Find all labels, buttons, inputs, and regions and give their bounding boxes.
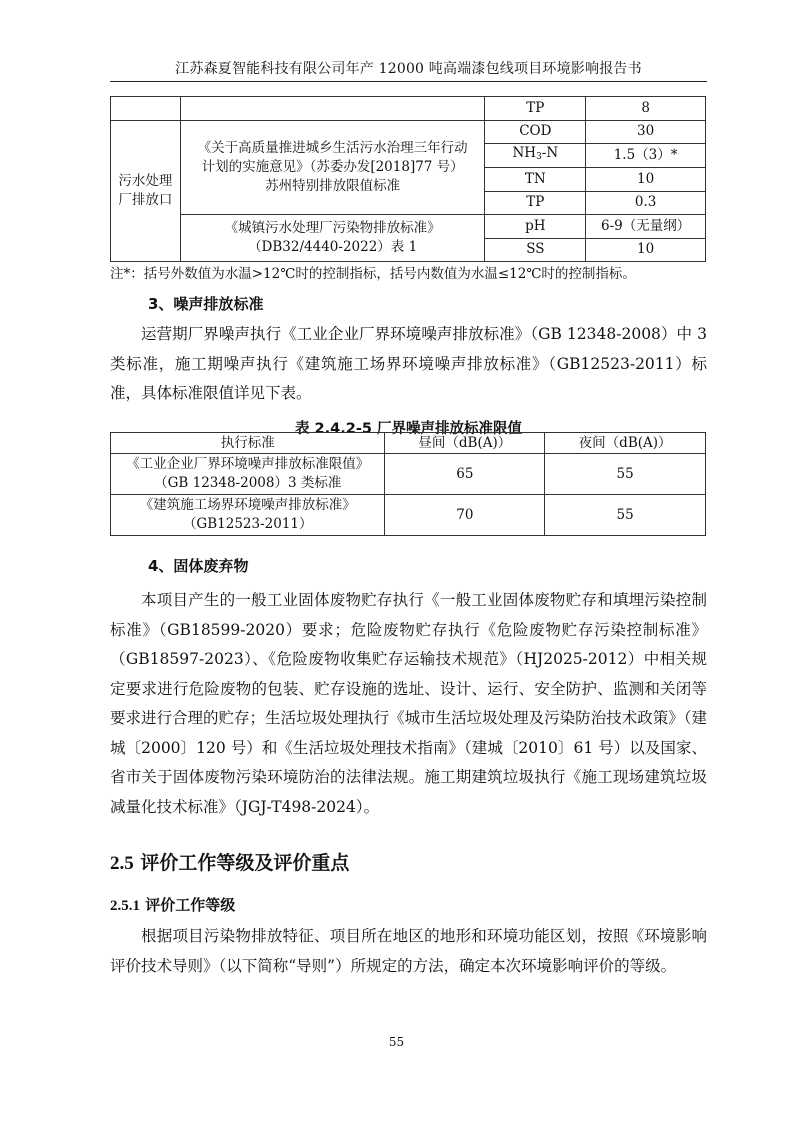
standard-cell: 《城镇污水处理厂污染物排放标准》（DB32/4440-2022）表 1 xyxy=(180,215,485,262)
table-caption: 表 2.4.2-5 厂界噪声排放标准限值 xyxy=(295,421,522,437)
standard-line: （GB12523-2011） xyxy=(182,516,313,532)
standard-cell xyxy=(111,495,385,536)
table-row xyxy=(111,120,706,144)
standard-cell: 《关于高质量推进城乡生活污水治理三年行动计划的实施意见》（苏委办发[2018]77 号）苏州特别排放限值标准 xyxy=(180,120,485,215)
section-number: 2.5.1 xyxy=(110,898,140,914)
section-heading-2-5 xyxy=(110,848,349,875)
param-cell: TP xyxy=(485,191,586,215)
value-cell: 10 xyxy=(586,238,706,262)
noise-paragraph xyxy=(110,320,707,409)
section-heading-noise: 3、噪声排放标准 xyxy=(148,295,264,313)
value-cell: 6-9（无量纲） xyxy=(586,215,706,239)
value-cell: 10 xyxy=(586,168,706,192)
param-cell xyxy=(485,144,586,168)
section-number: 2.5 xyxy=(110,853,134,874)
value-cell: 0.3 xyxy=(586,191,706,215)
table-row xyxy=(111,454,706,495)
table-note: 注*：括号外数值为水温>12℃时的控制指标，括号内数值为水温≤12℃时的控制指标。 xyxy=(110,266,636,282)
standard-cell xyxy=(111,454,385,495)
page-header-title: 江苏森夏智能科技有限公司年产 12000 吨高端漆包线项目环境影响报告书 xyxy=(175,61,642,77)
table-row xyxy=(111,215,706,239)
value-cell: 1.5（3）* xyxy=(586,144,706,168)
empty-cell xyxy=(180,97,485,121)
param-cell: pH xyxy=(485,215,586,239)
standard-line: 《工业企业厂界环境噪声排放标准限值》 xyxy=(126,456,370,472)
value-cell: 30 xyxy=(586,120,706,144)
standard-line: 《建筑施工场界环境噪声排放标准》 xyxy=(139,497,356,513)
night-value-cell: 55 xyxy=(545,495,706,536)
value-cell: 8 xyxy=(586,97,706,121)
standard-line: （GB 12348-2008）3 类标准 xyxy=(154,475,342,491)
section-heading-2-5-1 xyxy=(110,894,235,915)
param-tail: -N xyxy=(541,145,559,161)
empty-cell xyxy=(111,97,181,121)
table-header-row xyxy=(111,433,706,454)
section-heading-solid-waste: 4、固体废弃物 xyxy=(148,557,249,575)
column-header: 执行标准 xyxy=(111,433,385,454)
solid-waste-paragraph xyxy=(110,586,707,822)
param-cell: COD xyxy=(485,120,586,144)
section-title: 评价工作等级 xyxy=(145,896,236,914)
outlet-label-cell: 污水处理厂排放口 xyxy=(111,120,181,262)
table-row xyxy=(111,97,706,121)
day-value-cell: 70 xyxy=(385,495,545,536)
evaluation-grade-paragraph xyxy=(110,922,707,981)
section-title: 评价工作等级及评价重点 xyxy=(140,852,350,874)
param-cell: TP xyxy=(485,97,586,121)
param-cell: TN xyxy=(485,168,586,192)
paragraph-text: 运营期厂界噪声执行《工业企业厂界环境噪声排放标准》（GB 12348-2008）中 3 类标准，施工期噪声执行《建筑施工场界环境噪声排放标准》（GB12523-2011）标准，具体标准限值详见下表。 xyxy=(110,325,707,402)
param-cell: SS xyxy=(485,238,586,262)
param-subscript: 3 xyxy=(536,152,542,162)
night-value-cell: 55 xyxy=(545,454,706,495)
page-number: 55 xyxy=(388,1035,405,1049)
column-header: 昼间（dB(A)） xyxy=(385,433,545,454)
table-row xyxy=(111,495,706,536)
wastewater-standards-table xyxy=(110,96,706,262)
column-header: 夜间（dB(A)） xyxy=(545,433,706,454)
paragraph-text: 根据项目污染物排放特征、项目所在地区的地形和环境功能区划，按照《环境影响评价技术导则》（以下简称“导则”）所规定的方法，确定本次环境影响评价的等级。 xyxy=(110,927,707,975)
paragraph-text: 本项目产生的一般工业固体废物贮存执行《一般工业固体废物贮存和填埋污染控制标准》（GB18599-2020）要求；危险废物贮存执行《危险废物贮存污染控制标准》（GB18597-2023）、《危险废物收集贮存运输技术规范》（HJ2025-2012）中相关规定要求进行危险废物的包装、贮存设施的选址、设计、运行、安全防护、监测和关闭等要求进行合理的贮存；生活垃圾处理执行《城市生活垃圾处理及污染防治技术政策》（建城〔2000〕120 号）和《生活垃圾处理技术指南》（建城〔2010〕61 号）以及国家、省市关于固体废物污染环境防治的法律法规。施工期建筑垃圾执行《施工现场建筑垃圾减量化技术标准》（JGJ-T498-2024）。 xyxy=(110,591,707,816)
noise-standards-table xyxy=(110,432,706,536)
header-rule xyxy=(110,81,707,82)
day-value-cell: 65 xyxy=(385,454,545,495)
param-main: NH xyxy=(512,145,537,161)
